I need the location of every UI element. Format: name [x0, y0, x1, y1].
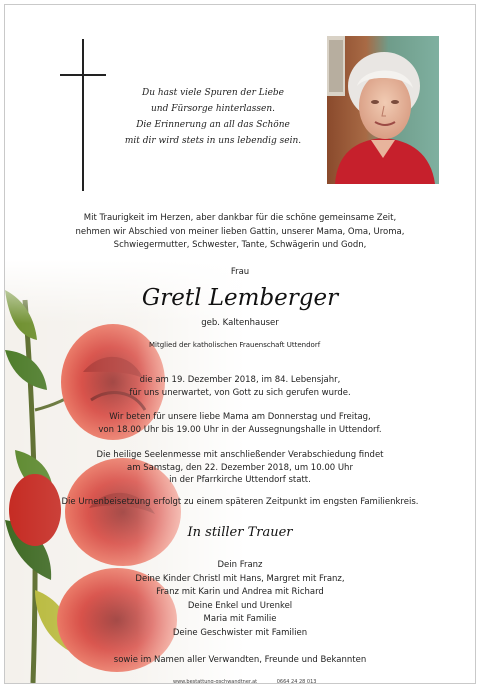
intro-text: [35, 212, 445, 253]
family-list: [35, 559, 445, 667]
family-line: Franz mit Karin und Andrea mit Richard: [156, 587, 324, 597]
salutation: Frau: [230, 267, 250, 277]
family-line: Dein Franz: [217, 560, 263, 570]
portrait-photo: [327, 36, 439, 184]
mass-line: am Samstag, den 22. Dezember 2018, um 10.00 Uhr: [127, 462, 353, 473]
poem: [113, 85, 313, 149]
poem-line: mit dir wird stets in uns lebendig sein.: [124, 136, 302, 146]
mass-notice: [35, 449, 445, 487]
family-spacer: [35, 640, 445, 654]
death-notice-line: für uns unerwartet, von Gott zu sich gerufen wurde.: [129, 387, 351, 398]
family-line: Maria mit Familie: [203, 614, 277, 624]
prayer-line: Wir beten für unsere liebe Mama am Donnerstag und Freitag,: [109, 412, 371, 422]
death-notice: [35, 374, 445, 399]
family-line: Deine Kinder Christl mit Hans, Margret mit Franz,: [135, 573, 345, 584]
cross-icon: [82, 39, 84, 191]
prayer-line: von 18.00 Uhr bis 19.00 Uhr in der Aussegnungshalle in Uttendorf.: [98, 424, 382, 435]
mass-line: in der Pfarrkirche Uttendorf statt.: [169, 475, 311, 485]
parte-card: [4, 4, 476, 684]
family-line: Deine Geschwister mit Familien: [172, 627, 308, 638]
intro-line: Schwiegermutter, Schwester, Tante, Schwägerin und Godn,: [113, 240, 367, 250]
family-line: Deine Enkel und Urenkel: [187, 600, 293, 611]
footer: [173, 679, 334, 684]
prayer-notice: [35, 411, 445, 436]
mourning-heading: In stiller Trauer: [187, 525, 293, 540]
family-line: sowie im Namen aller Verwandten, Freunde und Bekannten: [113, 654, 367, 665]
maiden-name: geb. Kaltenhauser: [201, 318, 279, 328]
poem-line: Du hast viele Spuren der Liebe: [141, 88, 284, 98]
cross-icon-bar: [60, 74, 106, 76]
poem-line: und Fürsorge hinterlassen.: [150, 104, 276, 114]
deceased-name: Gretl Lemberger: [141, 285, 339, 311]
poem-line: Die Erinnerung an all das Schöne: [136, 120, 290, 130]
death-notice-line: die am 19. Dezember 2018, im 84. Lebensjahr,: [139, 375, 341, 385]
membership-note: Mitglied der katholischen Frauenschaft Uttendorf: [149, 341, 321, 349]
footer-phone: 0664 24 28 013: [276, 679, 317, 684]
mass-line: Die heilige Seelenmesse mit anschließender Verabschiedung findet: [96, 450, 384, 460]
footer-website[interactable]: www.bestattung-gschwandtner.at: [173, 679, 258, 684]
intro-line: nehmen wir Abschied von meiner lieben Gattin, unserer Mama, Oma, Uroma,: [75, 226, 405, 237]
intro-line: Mit Traurigkeit im Herzen, aber dankbar für die schöne gemeinsame Zeit,: [83, 213, 397, 223]
urn-notice: Die Urnenbeisetzung erfolgt zu einem späteren Zeitpunkt im engsten Familienkreis.: [61, 497, 419, 507]
